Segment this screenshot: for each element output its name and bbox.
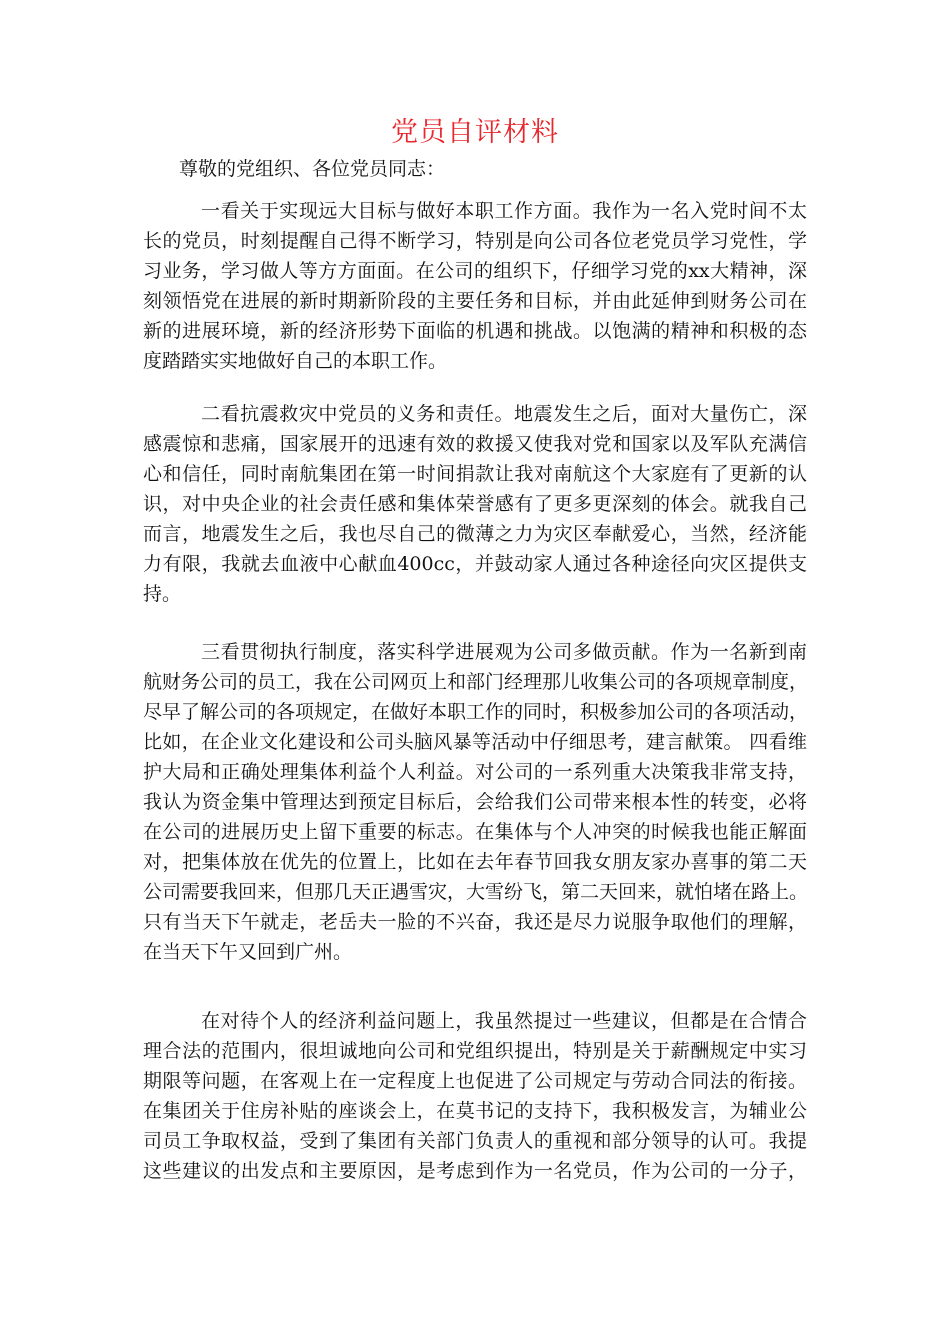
- paragraph-line: 理合法的范围内，很坦诚地向公司和党组织提出，特别是关于薪酬规定中实习: [143, 1040, 807, 1062]
- paragraph-line: 而言，地震发生之后，我也尽自己的微薄之力为灾区奉献爱心，当然，经济能: [143, 523, 807, 545]
- paragraph-line: 在公司的进展历史上留下重要的标志。在集体与个人冲突的时候我也能正解面: [143, 821, 807, 843]
- paragraph-line: 护大局和正确处理集体利益个人利益。对公司的一系列重大决策我非常支持，: [143, 761, 807, 783]
- paragraph-line: 尽早了解公司的各项规定，在做好本职工作的同时，积极参加公司的各项活动，: [143, 701, 809, 723]
- paragraph-line: 长的党员，时刻提醒自己得不断学习，特别是向公司各位老党员学习党性，学: [143, 230, 807, 252]
- paragraph-line: 力有限，我就去血液中心献血400cc，并鼓动家人通过各种途径向灾区提供支: [143, 553, 807, 575]
- paragraph-line: 期限等问题，在客观上在一定程度上也促进了公司规定与劳动合同法的衔接。: [143, 1070, 807, 1092]
- paragraph-line: 新的进展环境，新的经济形势下面临的机遇和挑战。以饱满的精神和积极的态: [143, 320, 807, 342]
- paragraph-line: 航财务公司的员工，我在公司网页上和部门经理那儿收集公司的各项规章制度，: [143, 671, 809, 693]
- paragraph-line: 只有当天下午就走，老岳夫一脸的不兴奋，我还是尽力说服争取他们的理解，: [143, 911, 807, 933]
- paragraph-line: 在当天下午又回到广州。: [143, 941, 353, 963]
- paragraph-line: 感震惊和悲痛，国家展开的迅速有效的救援又使我对党和国家以及军队充满信: [143, 433, 807, 455]
- paragraph-line: 对，把集体放在优先的位置上，比如在去年春节回我女朋友家办喜事的第二天: [143, 851, 807, 873]
- paragraph-line: 刻领悟党在进展的新时期新阶段的主要任务和目标，并由此延伸到财务公司在: [143, 290, 807, 312]
- paragraph-4: [143, 1006, 807, 1186]
- paragraph-line: 在集团关于住房补贴的座谈会上，在莫书记的支持下，我积极发言，为辅业公: [143, 1100, 807, 1122]
- document-title: 党员自评材料: [391, 117, 559, 148]
- paragraph-line: 识，对中央企业的社会责任感和集体荣誉感有了更多更深刻的体会。就我自己: [143, 493, 807, 515]
- paragraph-line: 心和信任，同时南航集团在第一时间捐款让我对南航这个大家庭有了更新的认: [143, 463, 807, 485]
- paragraph-line: 一看关于实现远大目标与做好本职工作方面。我作为一名入党时间不太: [201, 200, 807, 222]
- greeting-line: 尊敬的党组织、各位党员同志：: [179, 158, 446, 180]
- paragraph-line: 司员工争取权益，受到了集团有关部门负责人的重视和部分领导的认可。我提: [143, 1130, 807, 1152]
- paragraph-line: 比如，在企业文化建设和公司头脑风暴等活动中仔细思考，建言献策。 四看维: [143, 731, 807, 753]
- paragraph-line: 度踏踏实实地做好自己的本职工作。: [143, 350, 448, 372]
- paragraph-line: 在对待个人的经济利益问题上，我虽然提过一些建议，但都是在合情合: [201, 1010, 807, 1032]
- paragraph-2: [143, 399, 807, 609]
- paragraph-3: [143, 637, 807, 967]
- paragraph-line: 这些建议的出发点和主要原因，是考虑到作为一名党员，作为公司的一分子，: [143, 1160, 807, 1182]
- paragraph-line: 持。: [143, 583, 182, 605]
- paragraph-line: 公司需要我回来，但那几天正遇雪灾，大雪纷飞，第二天回来，就怕堵在路上。: [143, 881, 809, 903]
- paragraph-line: 习业务，学习做人等方方面面。在公司的组织下，仔细学习党的xx大精神，深: [143, 260, 807, 282]
- paragraph-line: 我认为资金集中管理达到预定目标后，会给我们公司带来根本性的转变，必将: [143, 791, 807, 813]
- paragraph-line: 三看贯彻执行制度，落实科学进展观为公司多做贡献。作为一名新到南: [201, 641, 807, 663]
- paragraph-line: 二看抗震救灾中党员的义务和责任。地震发生之后，面对大量伤亡，深: [201, 403, 807, 425]
- paragraph-1: [143, 196, 807, 376]
